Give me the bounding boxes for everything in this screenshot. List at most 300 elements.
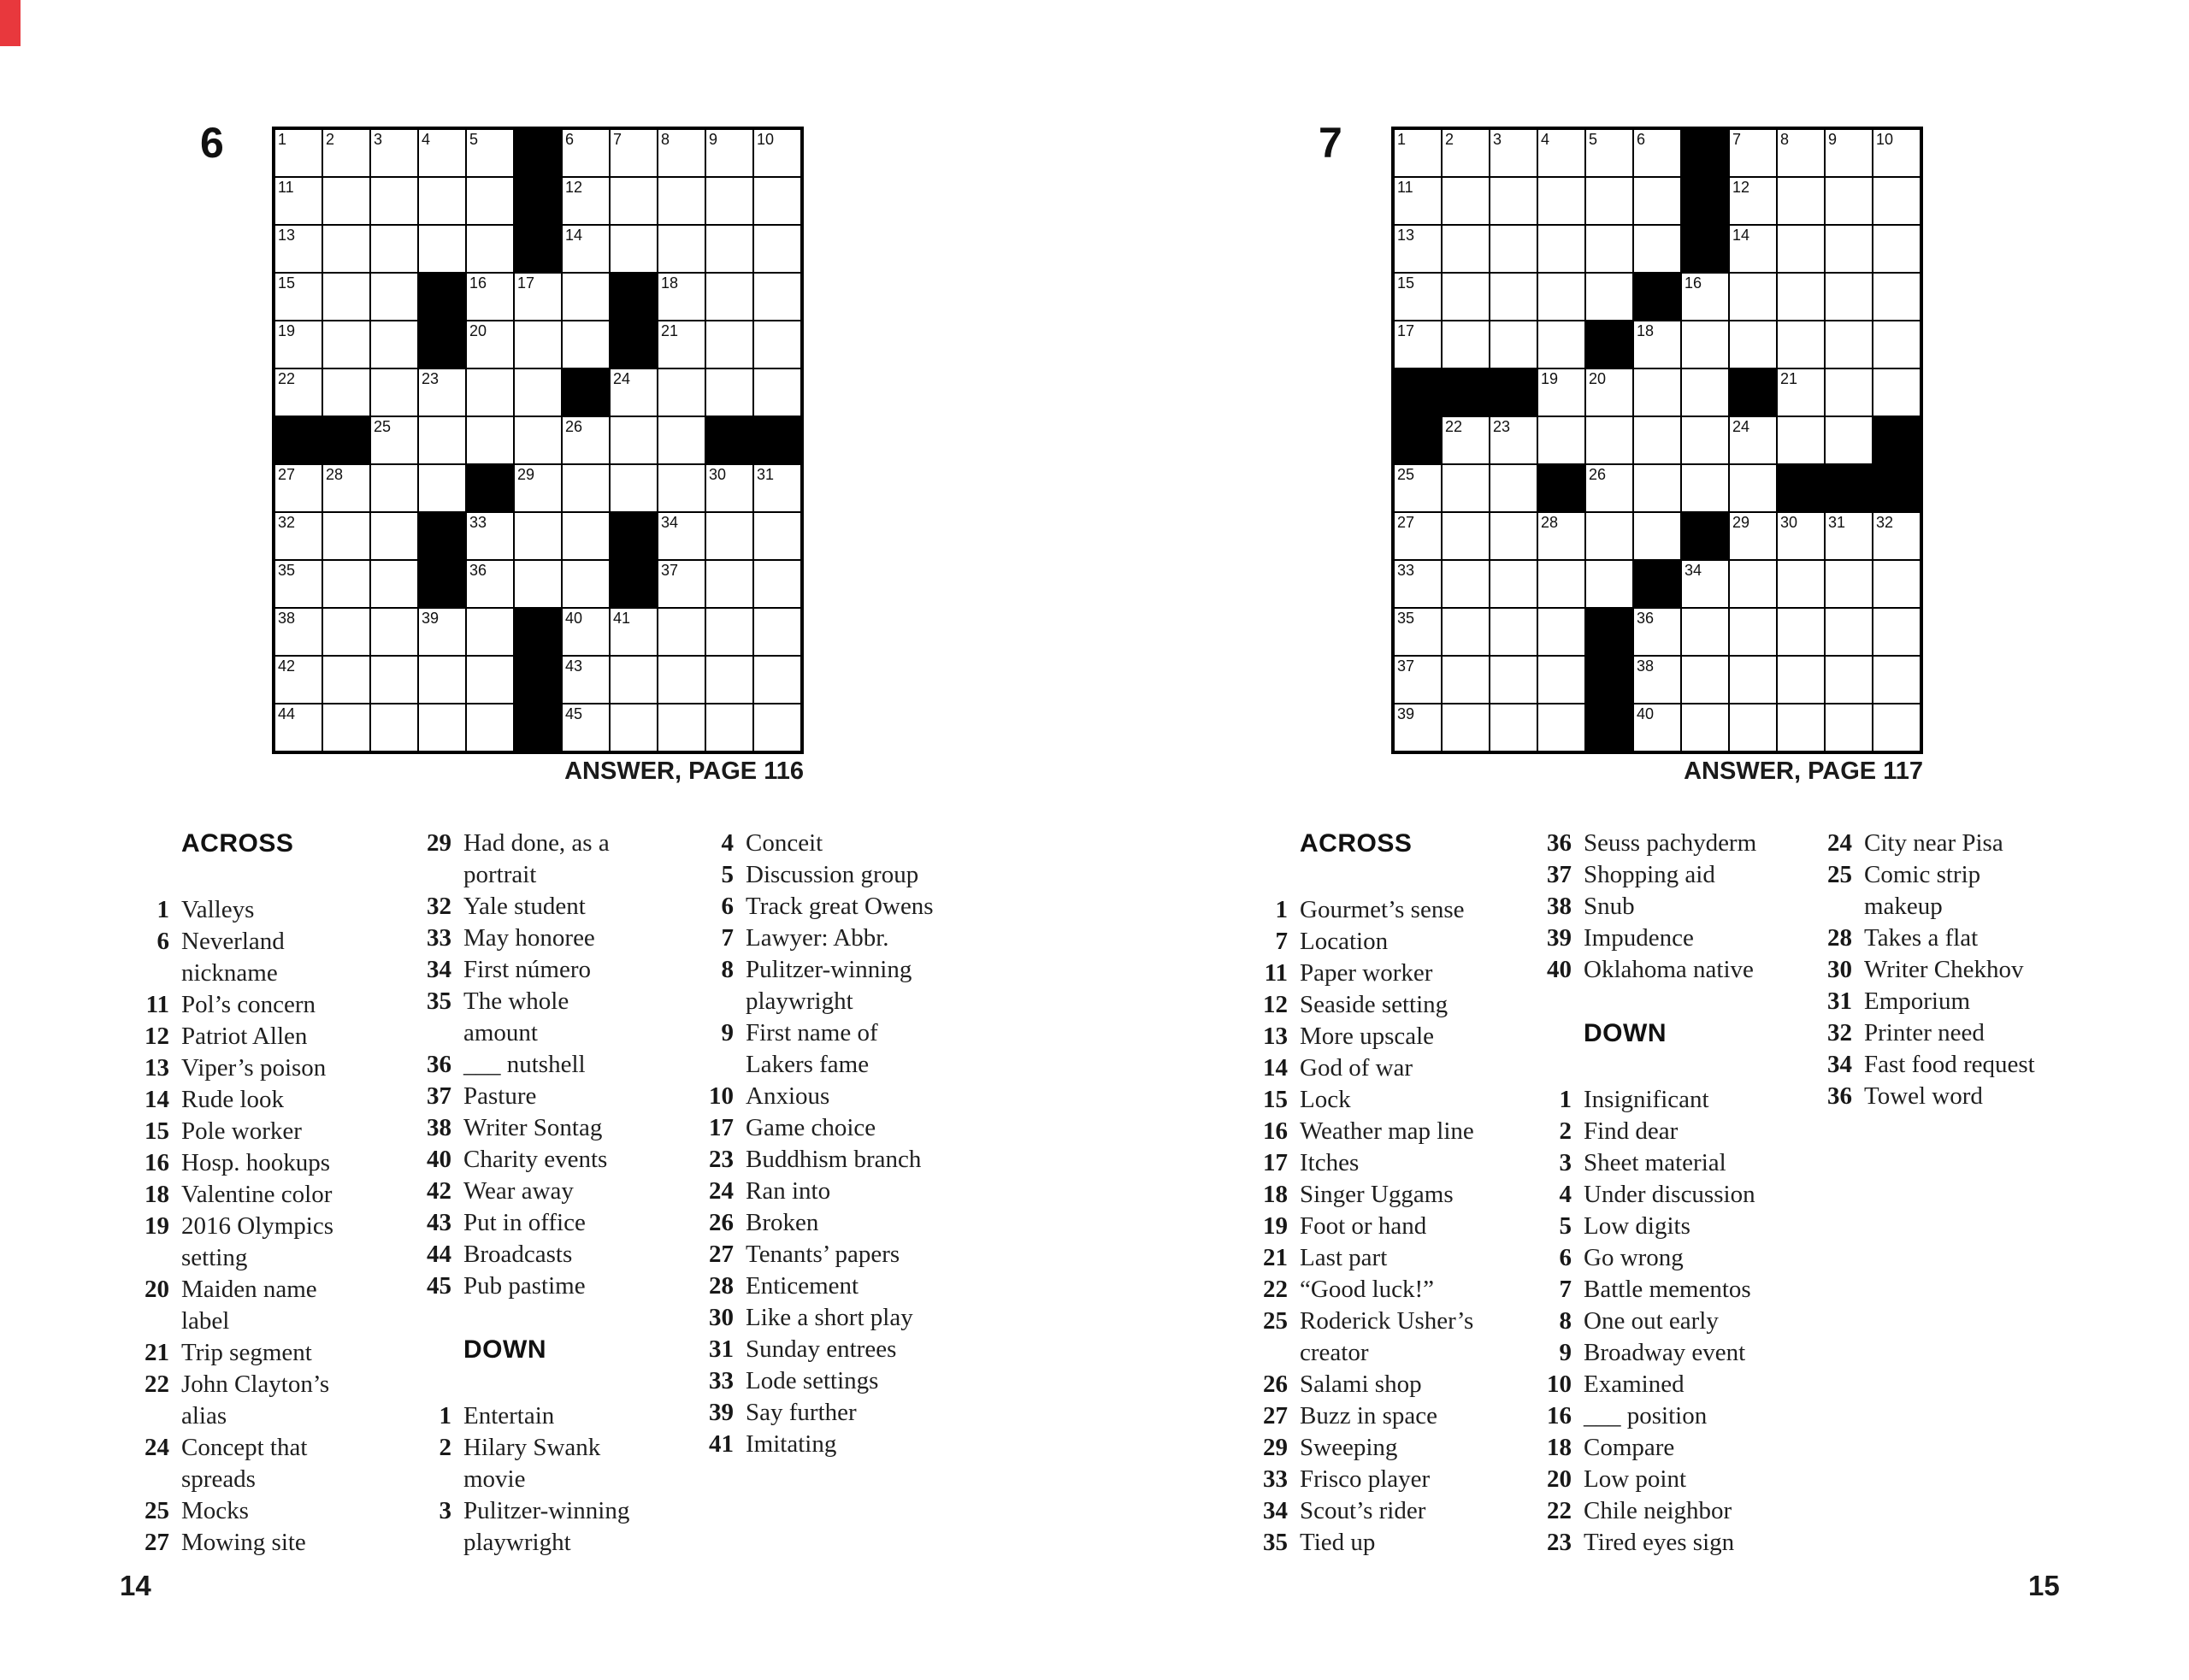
grid-cell[interactable] [1442,225,1490,273]
grid-cell[interactable] [1490,321,1537,368]
grid-cell[interactable] [753,704,801,752]
grid-cell[interactable] [705,177,753,225]
grid-cell[interactable] [705,656,753,704]
grid-cell-black [1729,368,1777,416]
grid-cell[interactable] [1729,129,1777,177]
clue-item [1247,1021,1505,1052]
grid-cell[interactable] [466,656,514,704]
grid-cell[interactable] [1537,273,1585,321]
grid-cell[interactable] [658,656,705,704]
grid-cell[interactable] [562,608,610,656]
clue-text: Compare [1584,1434,1675,1461]
grid-cell[interactable] [322,225,370,273]
grid-cell[interactable] [610,656,658,704]
grid-cell[interactable] [1585,273,1633,321]
grid-cell[interactable] [274,368,322,416]
grid-cell[interactable] [753,560,801,608]
clue-item [128,1052,365,1084]
clue-text: Itches [1300,1149,1360,1176]
grid-cell[interactable] [418,416,466,464]
grid-cell[interactable] [1394,512,1442,560]
grid-cell[interactable] [1490,464,1537,512]
grid-cell[interactable] [610,129,658,177]
grid-cell[interactable] [658,177,705,225]
grid-cell[interactable] [1729,416,1777,464]
grid-cell[interactable] [1633,464,1681,512]
grid-cell[interactable] [1490,560,1537,608]
grid-cell[interactable] [466,273,514,321]
grid-cell[interactable] [1873,321,1921,368]
grid-cell[interactable] [1633,608,1681,656]
grid-cell[interactable] [610,608,658,656]
grid-cell[interactable] [322,512,370,560]
grid-cell[interactable] [1633,321,1681,368]
grid-cell[interactable] [1394,273,1442,321]
clue-item [693,1081,951,1112]
grid-cell[interactable] [274,464,322,512]
grid-cell[interactable] [1442,608,1490,656]
clue-number: 27 [1263,1402,1288,1429]
grid-cell[interactable] [370,704,418,752]
grid-cell[interactable] [322,273,370,321]
grid-cell[interactable] [1585,512,1633,560]
grid-cell[interactable] [658,273,705,321]
grid-cell[interactable] [322,656,370,704]
clue-item [693,1112,951,1144]
grid-cell[interactable] [1537,608,1585,656]
grid-cell[interactable] [1873,273,1921,321]
clue-item [693,1365,951,1397]
grid-cell[interactable] [1394,560,1442,608]
grid-cell[interactable] [1681,368,1729,416]
grid-cell[interactable] [1873,368,1921,416]
grid-cell[interactable] [274,512,322,560]
grid-cell[interactable] [753,368,801,416]
grid-cell[interactable] [274,560,322,608]
grid-cell[interactable] [658,464,705,512]
grid-cell[interactable] [658,368,705,416]
grid-cell[interactable] [370,273,418,321]
grid-cell[interactable] [1585,177,1633,225]
grid-cell[interactable] [705,321,753,368]
grid-cell[interactable] [1825,656,1873,704]
clue-text: Mowing site [181,1529,306,1556]
grid-cell[interactable] [274,225,322,273]
grid-cell[interactable] [1681,464,1729,512]
grid-cell[interactable] [1633,656,1681,704]
grid-cell[interactable] [753,129,801,177]
grid-cell[interactable] [1394,608,1442,656]
clue-text: Towel word [1864,1082,1983,1110]
grid-cell[interactable] [1777,512,1825,560]
grid-cell[interactable] [1633,704,1681,752]
grid-cell[interactable] [658,608,705,656]
grid-cell[interactable] [1777,656,1825,704]
grid-cell[interactable] [1490,273,1537,321]
grid-cell[interactable] [370,464,418,512]
grid-cell[interactable] [274,608,322,656]
grid-cell[interactable] [1633,416,1681,464]
crossword-grid-6[interactable] [272,127,804,754]
clue-text: Seuss pachyderm [1584,829,1757,857]
grid-cell[interactable] [418,225,466,273]
grid-cell[interactable] [418,704,466,752]
clue-text: Tied up [1300,1529,1376,1556]
grid-cell[interactable] [466,129,514,177]
clue-text: Fast food request [1864,1051,2035,1078]
grid-cell[interactable] [370,321,418,368]
grid-cell[interactable] [1585,464,1633,512]
grid-cell[interactable] [418,464,466,512]
grid-cell[interactable] [370,225,418,273]
grid-cell[interactable] [1633,177,1681,225]
grid-cell[interactable] [1729,608,1777,656]
grid-cell[interactable] [1490,129,1537,177]
cell-number: 40 [1637,705,1655,722]
grid-cell[interactable] [1585,560,1633,608]
grid-cell[interactable] [322,129,370,177]
grid-cell[interactable] [1681,608,1729,656]
grid-cell[interactable] [1537,225,1585,273]
grid-cell[interactable] [322,464,370,512]
grid-cell[interactable] [1537,560,1585,608]
grid-cell[interactable] [1777,321,1825,368]
grid-cell[interactable] [1777,177,1825,225]
grid-cell[interactable] [418,368,466,416]
grid-cell[interactable] [1490,225,1537,273]
cell-number: 7 [613,131,622,148]
clue-number: 36 [1547,829,1572,857]
grid-cell[interactable] [1490,177,1537,225]
grid-cell[interactable] [753,273,801,321]
clue-number: 3 [1559,1149,1572,1176]
grid-cell[interactable] [1729,512,1777,560]
grid-cell[interactable] [1729,704,1777,752]
grid-cell[interactable] [1777,273,1825,321]
grid-cell[interactable] [322,321,370,368]
clue-item [1247,1432,1505,1464]
grid-cell[interactable] [705,464,753,512]
cell-number: 30 [1780,514,1798,531]
grid-cell[interactable] [1777,416,1825,464]
grid-cell[interactable] [562,416,610,464]
grid-cell[interactable] [370,368,418,416]
grid-cell[interactable] [1394,464,1442,512]
cell-number: 35 [278,562,296,579]
clue-number: 16 [1547,1402,1572,1429]
grid-cell[interactable] [1729,560,1777,608]
grid-cell[interactable] [1490,416,1537,464]
grid-cell[interactable] [753,512,801,560]
grid-cell[interactable] [1681,416,1729,464]
grid-cell[interactable] [658,704,705,752]
grid-cell[interactable] [1681,704,1729,752]
grid-cell[interactable] [1585,416,1633,464]
grid-cell[interactable] [1681,321,1729,368]
clue-item [1531,891,1780,923]
grid-cell[interactable] [466,560,514,608]
grid-cell[interactable] [1633,225,1681,273]
grid-cell[interactable] [274,129,322,177]
grid-cell[interactable] [1825,512,1873,560]
grid-cell[interactable] [1394,177,1442,225]
grid-cell[interactable] [1681,656,1729,704]
grid-cell[interactable] [1633,129,1681,177]
grid-cell[interactable] [1873,656,1921,704]
grid-cell[interactable] [466,512,514,560]
cell-number: 38 [1637,657,1655,675]
clue-text: Say further [746,1399,857,1426]
grid-cell[interactable] [1825,704,1873,752]
grid-cell[interactable] [1825,321,1873,368]
grid-cell[interactable] [753,225,801,273]
grid-cell[interactable] [418,608,466,656]
clue-item [1247,1116,1505,1147]
grid-cell[interactable] [1777,608,1825,656]
grid-cell[interactable] [1537,129,1585,177]
grid-cell[interactable] [1585,225,1633,273]
grid-cell[interactable] [1825,177,1873,225]
grid-cell[interactable] [1394,656,1442,704]
clue-item [1247,1369,1505,1400]
cell-number: 16 [469,274,487,292]
grid-cell[interactable] [322,177,370,225]
grid-cell[interactable] [753,177,801,225]
clue-item [1247,894,1505,926]
grid-cell[interactable] [418,177,466,225]
grid-cell[interactable] [370,129,418,177]
grid-cell[interactable] [514,321,562,368]
grid-cell[interactable] [658,512,705,560]
grid-cell[interactable] [514,512,562,560]
grid-cell[interactable] [658,560,705,608]
grid-cell[interactable] [1825,560,1873,608]
grid-cell[interactable] [1729,273,1777,321]
grid-cell[interactable] [1873,512,1921,560]
grid-cell[interactable] [705,704,753,752]
grid-cell[interactable] [1873,177,1921,225]
clue-text: Had done, as a portrait [463,829,610,888]
grid-cell[interactable] [1442,177,1490,225]
grid-cell[interactable] [705,273,753,321]
grid-cell[interactable] [1873,225,1921,273]
grid-cell[interactable] [466,608,514,656]
grid-cell[interactable] [274,656,322,704]
clue-text: Discussion group [746,861,919,888]
grid-cell[interactable] [514,560,562,608]
clue-item [1247,1306,1505,1369]
grid-cell[interactable] [562,177,610,225]
grid-cell[interactable] [705,225,753,273]
grid-cell[interactable] [1873,704,1921,752]
grid-cell[interactable] [1873,560,1921,608]
clue-number: 15 [1263,1086,1288,1113]
grid-cell[interactable] [514,368,562,416]
grid-cell[interactable] [466,368,514,416]
clue-number: 26 [1263,1371,1288,1398]
grid-cell[interactable] [1442,321,1490,368]
grid-cell[interactable] [1729,225,1777,273]
grid-cell[interactable] [753,464,801,512]
grid-cell[interactable] [562,656,610,704]
clue-text: Hilary Swank movie [463,1434,601,1493]
clue-item [1531,1432,1780,1464]
grid-cell[interactable] [274,704,322,752]
grid-cell[interactable] [466,177,514,225]
clue-text: 2016 Olympics setting [181,1212,334,1271]
crossword-grid-7[interactable] [1391,127,1923,754]
grid-cell[interactable] [370,416,418,464]
grid-cell[interactable] [1825,225,1873,273]
grid-cell[interactable] [658,321,705,368]
grid-cell[interactable] [610,177,658,225]
grid-cell[interactable] [274,273,322,321]
grid-cell[interactable] [1681,273,1729,321]
grid-cell[interactable] [1394,704,1442,752]
grid-cell[interactable] [370,656,418,704]
grid-cell[interactable] [1537,321,1585,368]
grid-cell[interactable] [705,368,753,416]
grid-cell[interactable] [1537,177,1585,225]
clue-text: Broken [746,1209,819,1236]
grid-cell[interactable] [1537,368,1585,416]
grid-cell[interactable] [610,416,658,464]
grid-cell[interactable] [562,704,610,752]
grid-cell[interactable] [1394,321,1442,368]
grid-cell[interactable] [1537,512,1585,560]
grid-cell[interactable] [610,464,658,512]
grid-cell[interactable] [705,129,753,177]
grid-cell[interactable] [1490,656,1537,704]
grid-cell[interactable] [1585,129,1633,177]
grid-cell[interactable] [418,656,466,704]
clue-text: Valentine color [181,1181,333,1208]
grid-cell[interactable] [274,321,322,368]
grid-cell[interactable] [753,321,801,368]
grid-cell[interactable] [562,225,610,273]
grid-cell[interactable] [1537,656,1585,704]
grid-cell[interactable] [1873,129,1921,177]
grid-cell[interactable] [562,512,610,560]
grid-cell[interactable] [322,608,370,656]
grid-cell[interactable] [1825,129,1873,177]
grid-cell[interactable] [705,560,753,608]
grid-cell[interactable] [1777,368,1825,416]
grid-cell-black [1873,416,1921,464]
grid-cell[interactable] [753,656,801,704]
grid-cell[interactable] [1537,704,1585,752]
grid-cell[interactable] [274,177,322,225]
grid-cell[interactable] [514,416,562,464]
grid-cell[interactable] [514,273,562,321]
grid-cell[interactable] [322,368,370,416]
grid-cell[interactable] [514,464,562,512]
grid-cell[interactable] [753,608,801,656]
grid-cell[interactable] [1729,656,1777,704]
grid-cell[interactable] [418,129,466,177]
grid-cell[interactable] [1777,704,1825,752]
clue-item [410,1432,639,1495]
grid-cell[interactable] [705,512,753,560]
grid-cell[interactable] [562,560,610,608]
clue-item [1531,1179,1780,1211]
grid-cell[interactable] [466,321,514,368]
grid-cell[interactable] [658,416,705,464]
grid-cell[interactable] [562,321,610,368]
grid-cell[interactable] [370,512,418,560]
grid-cell[interactable] [466,225,514,273]
grid-cell[interactable] [1777,129,1825,177]
clue-text: Viper’s poison [181,1054,327,1082]
grid-cell[interactable] [1681,560,1729,608]
grid-cell[interactable] [1442,512,1490,560]
grid-cell[interactable] [562,273,610,321]
cell-number: 5 [469,131,479,148]
clue-text: Lode settings [746,1367,879,1394]
grid-cell[interactable] [610,368,658,416]
grid-cell[interactable] [658,225,705,273]
clue-item [1531,1337,1780,1369]
grid-cell[interactable] [1729,177,1777,225]
grid-cell[interactable] [1729,464,1777,512]
grid-cell[interactable] [562,129,610,177]
grid-cell[interactable] [1490,608,1537,656]
clue-text: Takes a flat [1864,924,1979,952]
grid-cell[interactable] [610,225,658,273]
grid-cell[interactable] [1825,416,1873,464]
grid-cell[interactable] [1633,512,1681,560]
grid-cell[interactable] [1442,464,1490,512]
grid-cell[interactable] [1537,416,1585,464]
clue-text: Anxious [746,1082,830,1110]
grid-cell[interactable] [1490,512,1537,560]
grid-cell[interactable] [370,177,418,225]
grid-cell[interactable] [1729,321,1777,368]
grid-cell[interactable] [466,416,514,464]
grid-cell[interactable] [1825,368,1873,416]
grid-cell[interactable] [370,560,418,608]
grid-cell[interactable] [1825,608,1873,656]
grid-cell[interactable] [1777,560,1825,608]
clue-text: Wear away [463,1177,574,1205]
grid-cell[interactable] [322,560,370,608]
grid-cell[interactable] [658,129,705,177]
clue-text: First name of Lakers fame [746,1019,878,1078]
grid-cell[interactable] [1394,225,1442,273]
grid-cell[interactable] [1825,273,1873,321]
grid-cell[interactable] [1442,560,1490,608]
grid-cell[interactable] [322,704,370,752]
clue-text: Yale student [463,893,586,920]
grid-cell[interactable] [1442,273,1490,321]
grid-cell[interactable] [705,608,753,656]
clue-item [1531,1116,1780,1147]
grid-cell[interactable] [1490,704,1537,752]
grid-cell[interactable] [1442,656,1490,704]
grid-cell[interactable] [1633,368,1681,416]
grid-cell[interactable] [370,608,418,656]
grid-cell[interactable] [1585,368,1633,416]
grid-cell[interactable] [562,464,610,512]
grid-cell[interactable] [1394,129,1442,177]
grid-cell[interactable] [466,704,514,752]
grid-cell[interactable] [610,704,658,752]
grid-cell[interactable] [1777,225,1825,273]
grid-cell[interactable] [1442,416,1490,464]
grid-cell[interactable] [1873,608,1921,656]
grid-cell[interactable] [1442,704,1490,752]
grid-cell[interactable] [1442,129,1490,177]
